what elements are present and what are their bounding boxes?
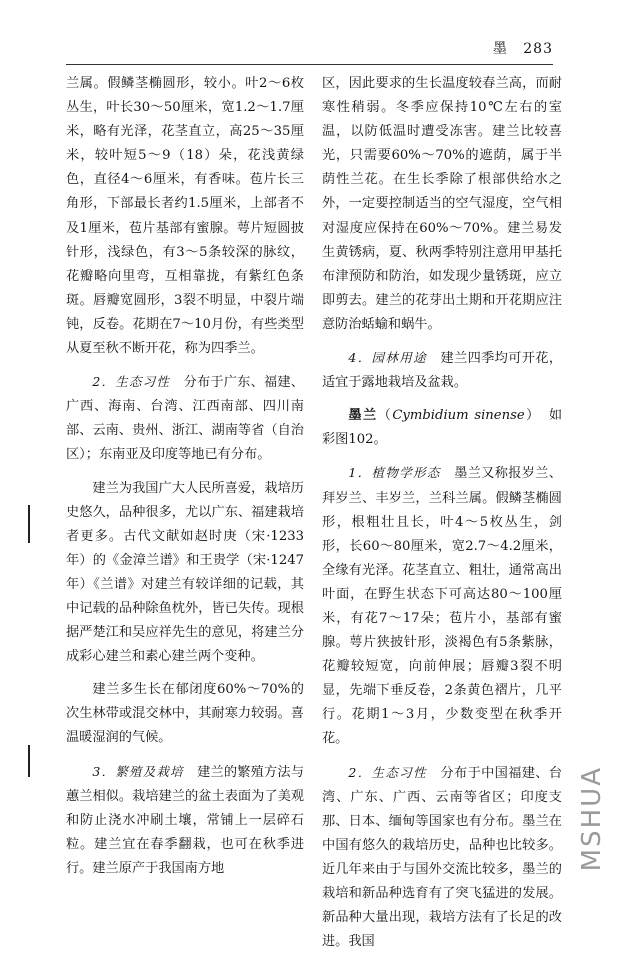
- species-heading: 墨兰（Cymbidium sinense） 如彩图102。: [322, 408, 562, 448]
- left-column: [66, 72, 304, 881]
- right-paragraph-1: 区，因此要求的生长温度较春兰高，而耐寒性稍弱。冬季应保持10℃左右的室温，以防低温时遭受冻害。建兰比较喜光，只需要60%～70%的遮荫，属于半荫性兰花。在生长季除了根部供给水之外，一定要控制适当的空气湿度，空气相对湿度应保持在60%～70%。建兰易发生黄锈病，夏、秋两季特别注意用甲基托布津预防和防治，如发现少量锈斑，应立即剪去。建兰的花芽出土期和开花期应注意防治蛞蝓和蜗牛。: [322, 76, 562, 332]
- header-rule: [66, 64, 553, 65]
- section-label: 4．园林用途: [348, 350, 427, 366]
- species-latin: Cymbidium sinense: [392, 408, 525, 424]
- right-paragraph-2: [322, 346, 562, 395]
- section-text: 分布于广东、福建、广西、海南、台湾、江西南部、四川南部、云南、贵州、浙江、湖南等省（自治区）；东南亚及印度等地已有分布。: [66, 375, 304, 463]
- section-text: 建兰四季均可开花，适宜于露地栽培及盆栽。: [322, 351, 563, 391]
- watermark: MSHUA: [577, 765, 607, 871]
- margin-mark: [28, 745, 30, 777]
- right-paragraph-4: [322, 761, 562, 954]
- left-paragraph-2: [66, 370, 304, 467]
- section-text: 墨兰又称报岁兰、拜岁兰、丰岁兰，兰科兰属。假鳞茎椭圆形，根粗壮且长，叶4～5枚丛生，剑形，长60～80厘米，宽2.7～4.2厘米，全缘有光泽。花茎直立、粗壮，通常高出叶面，在野生状态下可高达80～100厘米，有花7～17朵；苞片小，基部有蜜腺。萼片狭披针形，淡褐色有5条紫脉，花瓣较短宽，向前伸展；唇瓣3裂不明显，先端下垂反卷，2条黄色褶片，几平行。花期1～3月，少数变型在秋季开花。: [322, 466, 562, 747]
- right-column: [322, 72, 562, 954]
- left-paragraph-3: 建兰为我国广大人民所喜爱，栽培历史悠久，品种很多，尤以广东、福建栽培者更多。古代文献如赵时庚（宋·1233年）的《金漳兰谱》和王贵学（宋·1247年）《兰谱》对建兰有较详细的记载，其中记载的品种除鱼枕外，皆已失传。现根据严楚江和吴应祥先生的意见，将建兰分成彩心建兰和素心建兰两个变种。: [66, 480, 304, 665]
- plate-reference: 如彩图102。: [322, 408, 562, 448]
- page-number: 283: [523, 41, 553, 57]
- species-name: 墨兰: [348, 408, 378, 424]
- section-text: 分布于中国福建、台湾、广东、广西、云南等省区；印度支那、日本、缅甸等国家也有分布。墨兰在中国有悠久的栽培历史，品种也比较多。近几年来由于与国外交流比较多，墨兰的栽培和新品种选育有了突飞猛进的发展。新品种大量出现，栽培方法有了长足的改进。我国: [322, 765, 563, 950]
- left-paragraph-5: [66, 760, 304, 881]
- margin-mark: [28, 505, 30, 543]
- section-label: 2．生态习性: [92, 374, 171, 390]
- section-text: 建兰的繁殖方法与蕙兰相似。栽培建兰的盆土表面为了美观和防止浇水冲刷土壤，常铺上一层碎石粒。建兰宜在春季翻栽，也可在秋季进行。建兰原产于我国南方地: [66, 764, 305, 876]
- section-label: 2．生态习性: [348, 764, 427, 780]
- left-paragraph-4: 建兰多生长在郁闭度60%～70%的次生林带或混交林中，其耐寒力较弱。喜温暖湿润的气候。: [66, 682, 304, 746]
- running-header: [493, 38, 553, 58]
- right-paragraph-3: [322, 461, 562, 751]
- left-paragraph-1: 兰属。假鳞茎椭圆形，较小。叶2～6枚丛生，叶长30～50厘米，宽1.2～1.7厘米，略有光泽，花茎直立，高25～35厘米，较叶短5～9（18）朵，花浅黄绿色，直径4～6厘米，有香味。苞片长三角形，下部最长者约1.5厘米，上部者不及1厘米，苞片基部有蜜腺。萼片短圆披针形，浅绿色，有3～5条较深的脉纹，花瓣略向里弯，互相靠拢，有紫红色条斑。唇瓣宽圆形，3裂不明显，中裂片端钝，反卷。花期在7～10月份，有些类型从夏至秋不断开花，称为四季兰。: [66, 76, 304, 357]
- header-title: 墨: [492, 41, 508, 57]
- section-label: 1．植物学形态: [348, 465, 441, 481]
- section-label: 3．繁殖及栽培: [92, 763, 184, 779]
